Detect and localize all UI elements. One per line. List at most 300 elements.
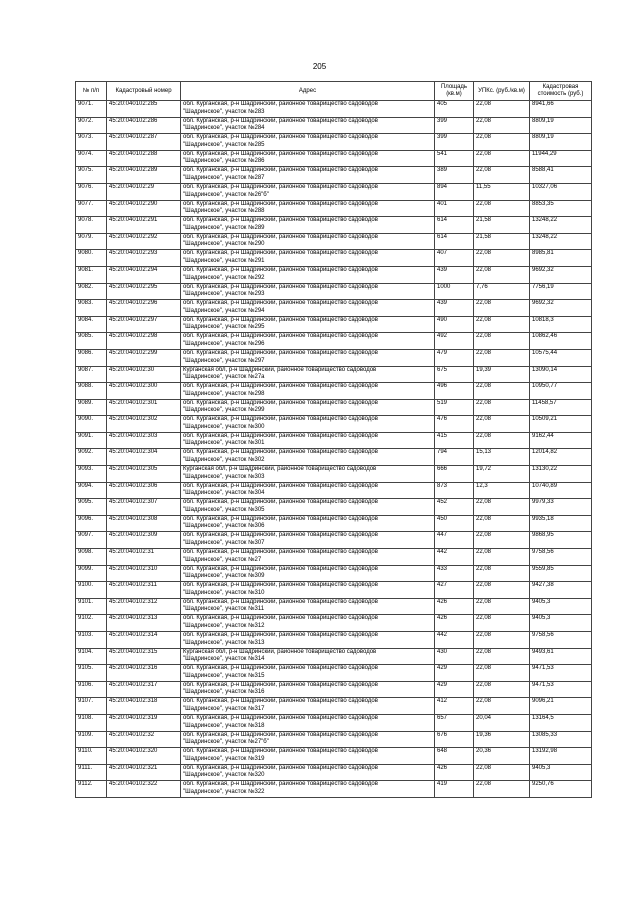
- address-line-1: обл. Курганская, р-н Шадринский, районное товарищество садоводов: [183, 665, 378, 672]
- cell-address: [181, 366, 435, 383]
- address-line-2: "Шадринское", участок №300: [183, 423, 265, 430]
- cell-cadastral-number: 45:20:040102:293: [107, 250, 181, 267]
- table-row: [76, 233, 592, 250]
- cell-index: 9082.: [76, 283, 107, 300]
- cell-area: 415: [435, 432, 474, 449]
- address-line-1: обл. Курганская, р-н Шадринский, районное товарищество садоводов: [183, 598, 378, 605]
- address-line-2: "Шадринское", участок №288: [183, 208, 265, 215]
- cell-cadastral-value: 9868,95: [530, 532, 592, 549]
- cell-index: 9112.: [76, 781, 107, 798]
- cell-cadastral-number: 45:20:040102:312: [107, 598, 181, 615]
- cell-index: 9089.: [76, 399, 107, 416]
- address-line-2: "Шадринское", участок №298: [183, 390, 265, 397]
- cell-cadastral-number: 45:20:040102:315: [107, 648, 181, 665]
- cell-cadastral-number: 45:20:040102:285: [107, 101, 181, 118]
- cell-address: [181, 648, 435, 665]
- address-line-2: "Шадринское", участок №304: [183, 490, 265, 497]
- cell-index: 9100.: [76, 582, 107, 599]
- cell-index: 9091.: [76, 432, 107, 449]
- cell-address: [181, 482, 435, 499]
- cell-index: 9080.: [76, 250, 107, 267]
- cell-index: 9090.: [76, 416, 107, 433]
- cell-area: 450: [435, 515, 474, 532]
- cell-cadastral-value: 9405,3: [530, 764, 592, 781]
- address-line-1: обл. Курганская, р-н Шадринский, районное товарищество садоводов: [183, 499, 378, 506]
- cell-upks: 22,08: [474, 648, 530, 665]
- address-line-2: "Шадринское", участок №302: [183, 457, 265, 464]
- cell-address: [181, 681, 435, 698]
- cell-cadastral-value: 9405,3: [530, 598, 592, 615]
- cell-address: [181, 466, 435, 483]
- address-line-1: обл. Курганская, р-н Шадринский, районное товарищество садоводов: [183, 333, 378, 340]
- cell-address: [181, 183, 435, 200]
- cell-cadastral-number: 45:20:040102:286: [107, 117, 181, 134]
- cell-cadastral-number: 45:20:040102:297: [107, 316, 181, 333]
- cell-address: [181, 134, 435, 151]
- address-line-2: "Шадринское", участок №295: [183, 324, 265, 331]
- cell-area: 496: [435, 383, 474, 400]
- cell-cadastral-value: 11944,29: [530, 150, 592, 167]
- table-row: [76, 515, 592, 532]
- cell-cadastral-number: 45:20:040102:299: [107, 349, 181, 366]
- cell-area: 675: [435, 366, 474, 383]
- address-line-1: Курганская обл, р-н Шадринский, районное товарищество садоводов: [183, 648, 377, 655]
- cell-cadastral-number: 45:20:040102:305: [107, 466, 181, 483]
- address-line-2: "Шадринское", участок №311: [183, 606, 265, 613]
- cell-index: 9071.: [76, 101, 107, 118]
- cell-index: 9073.: [76, 134, 107, 151]
- cell-area: 492: [435, 333, 474, 350]
- cell-upks: 22,08: [474, 101, 530, 118]
- table-header-row: [76, 82, 592, 101]
- cell-address: [181, 714, 435, 731]
- cell-cadastral-number: 45:20:040102:319: [107, 714, 181, 731]
- cell-upks: 19,39: [474, 366, 530, 383]
- cell-upks: 22,08: [474, 532, 530, 549]
- table-row: [76, 266, 592, 283]
- address-line-2: "Шадринское", участок №299: [183, 407, 265, 414]
- cell-area: 452: [435, 499, 474, 516]
- cell-cadastral-number: 45:20:040102:302: [107, 416, 181, 433]
- table-row: [76, 648, 592, 665]
- cell-upks: 22,08: [474, 150, 530, 167]
- address-line-1: обл. Курганская, р-н Шадринский, районное товарищество садоводов: [183, 399, 378, 406]
- table-row: [76, 366, 592, 383]
- cell-index: 9075.: [76, 167, 107, 184]
- cell-upks: 22,08: [474, 432, 530, 449]
- table-row: [76, 316, 592, 333]
- cell-upks: 20,36: [474, 748, 530, 765]
- cell-upks: 22,08: [474, 349, 530, 366]
- cell-upks: 22,08: [474, 167, 530, 184]
- address-line-2: "Шадринское", участок №316: [183, 689, 265, 696]
- address-line-2: "Шадринское", участок №322: [183, 788, 265, 795]
- table-row: [76, 532, 592, 549]
- cell-cadastral-number: 45:20:040102:318: [107, 698, 181, 715]
- address-line-2: "Шадринское", участок №312: [183, 623, 265, 629]
- cell-index: 9077.: [76, 200, 107, 217]
- cell-area: 389: [435, 167, 474, 184]
- cell-cadastral-number: 45:20:040102:292: [107, 233, 181, 250]
- cell-upks: 19,36: [474, 731, 530, 748]
- address-line-1: обл. Курганская, р-н Шадринский, районное товарищество садоводов: [183, 117, 378, 124]
- cell-cadastral-value: 9692,32: [530, 300, 592, 317]
- cell-index: 9101.: [76, 598, 107, 615]
- cell-cadastral-number: 45:20:040102:289: [107, 167, 181, 184]
- table-row: [76, 582, 592, 599]
- address-line-1: обл. Курганская, р-н Шадринский, районное товарищество садоводов: [183, 416, 378, 423]
- cell-area: 614: [435, 233, 474, 250]
- cell-area: 407: [435, 250, 474, 267]
- table-row: [76, 731, 592, 748]
- address-line-1: обл. Курганская, р-н Шадринский, районное товарищество садоводов: [183, 632, 378, 638]
- cell-address: [181, 665, 435, 682]
- cell-cadastral-value: 13085,33: [530, 731, 592, 748]
- address-line-1: обл. Курганская, р-н Шадринский, районное товарищество садоводов: [183, 731, 378, 738]
- cell-upks: 22,08: [474, 665, 530, 682]
- cell-cadastral-number: 45:20:040102:311: [107, 582, 181, 599]
- cell-address: [181, 383, 435, 400]
- cell-cadastral-value: 9559,85: [530, 565, 592, 582]
- table-row: [76, 449, 592, 466]
- cell-cadastral-number: 45:20:040102:296: [107, 300, 181, 317]
- address-line-2: "Шадринское", участок №320: [183, 772, 265, 779]
- cell-cadastral-value: 13248,22: [530, 233, 592, 250]
- cell-cadastral-number: 45:20:040102:313: [107, 615, 181, 632]
- cell-cadastral-number: 45:20:040102:316: [107, 665, 181, 682]
- cell-index: 9088.: [76, 383, 107, 400]
- cell-index: 9085.: [76, 333, 107, 350]
- table-row: [76, 283, 592, 300]
- cell-area: 399: [435, 117, 474, 134]
- address-line-1: обл. Курганская, р-н Шадринский, районное товарищество садоводов: [183, 449, 378, 456]
- cell-cadastral-number: 45:20:040102:304: [107, 449, 181, 466]
- cell-index: 9095.: [76, 499, 107, 516]
- cell-address: [181, 499, 435, 516]
- cell-index: 9097.: [76, 532, 107, 549]
- cell-index: 9105.: [76, 665, 107, 682]
- cell-area: 433: [435, 565, 474, 582]
- address-line-1: обл. Курганская, р-н Шадринский, районное товарищество садоводов: [183, 283, 378, 290]
- cell-cadastral-number: 45:20:040102:320: [107, 748, 181, 765]
- cell-index: 9078.: [76, 217, 107, 234]
- cell-upks: 19,72: [474, 466, 530, 483]
- cell-area: 541: [435, 150, 474, 167]
- address-line-2: "Шадринское", участок №283: [183, 108, 265, 115]
- cell-cadastral-number: 45:20:040102:290: [107, 200, 181, 217]
- cell-cadastral-value: 9692,32: [530, 266, 592, 283]
- cell-cadastral-number: 45:20:040102:287: [107, 134, 181, 151]
- cell-address: [181, 101, 435, 118]
- address-line-1: обл. Курганская, р-н Шадринский, районное товарищество садоводов: [183, 482, 378, 489]
- table-row: [76, 632, 592, 649]
- cell-cadastral-number: 45:20:040102:308: [107, 515, 181, 532]
- address-line-1: обл. Курганская, р-н Шадринский, районное товарищество садоводов: [183, 515, 378, 522]
- table-row: [76, 134, 592, 151]
- address-line-1: обл. Курганская, р-н Шадринский, районное товарищество садоводов: [183, 748, 378, 755]
- cell-cadastral-value: 9096,21: [530, 698, 592, 715]
- address-line-1: обл. Курганская, р-н Шадринский, районное товарищество садоводов: [183, 167, 378, 174]
- cell-cadastral-number: 45:20:040102:306: [107, 482, 181, 499]
- header-cadastral-number: Кадастровый номер: [107, 82, 181, 101]
- cell-cadastral-value: 9471,53: [530, 665, 592, 682]
- cell-upks: 21,58: [474, 217, 530, 234]
- cell-cadastral-value: 9405,3: [530, 615, 592, 632]
- cell-cadastral-value: 13130,22: [530, 466, 592, 483]
- address-line-1: обл. Курганская, р-н Шадринский, районное товарищество садоводов: [183, 582, 378, 589]
- cell-address: [181, 515, 435, 532]
- address-line-2: "Шадринское", участок №26"б": [183, 191, 269, 198]
- page-number: 205: [312, 62, 327, 71]
- cell-upks: 22,08: [474, 383, 530, 400]
- cell-address: [181, 349, 435, 366]
- cell-address: [181, 532, 435, 549]
- cell-upks: 7,76: [474, 283, 530, 300]
- cell-cadastral-value: 8941,66: [530, 101, 592, 118]
- cell-cadastral-number: 45:20:040102:307: [107, 499, 181, 516]
- cell-address: [181, 432, 435, 449]
- address-line-1: обл. Курганская, р-н Шадринский, районное товарищество садоводов: [183, 615, 378, 622]
- cell-address: [181, 731, 435, 748]
- cell-address: [181, 167, 435, 184]
- cell-cadastral-number: 45:20:040102:31: [107, 549, 181, 566]
- table-row: [76, 217, 592, 234]
- cell-cadastral-number: 45:20:040102:303: [107, 432, 181, 449]
- table-row: [76, 615, 592, 632]
- cell-address: [181, 217, 435, 234]
- address-line-2: "Шадринское", участок №289: [183, 224, 265, 231]
- table-row: [76, 200, 592, 217]
- address-line-1: обл. Курганская, р-н Шадринский, районное товарищество садоводов: [183, 250, 378, 257]
- cell-index: 9099.: [76, 565, 107, 582]
- address-line-2: "Шадринское", участок №27: [183, 556, 262, 563]
- table-row: [76, 665, 592, 682]
- cell-area: 439: [435, 300, 474, 317]
- cell-cadastral-value: 9162,44: [530, 432, 592, 449]
- address-line-2: "Шадринское", участок №315: [183, 672, 265, 679]
- address-line-1: обл. Курганская, р-н Шадринский, районное товарищество садоводов: [183, 781, 378, 788]
- cell-cadastral-value: 10740,89: [530, 482, 592, 499]
- cell-upks: 22,08: [474, 781, 530, 798]
- cell-area: 429: [435, 681, 474, 698]
- cell-index: 9076.: [76, 183, 107, 200]
- address-line-1: обл. Курганская, р-н Шадринский, районное товарищество садоводов: [183, 565, 378, 572]
- cell-cadastral-value: 11458,57: [530, 399, 592, 416]
- cell-area: 426: [435, 615, 474, 632]
- address-line-1: обл. Курганская, р-н Шадринский, районное товарищество садоводов: [183, 432, 378, 439]
- address-line-1: обл. Курганская, р-н Шадринский, районное товарищество садоводов: [183, 266, 378, 273]
- table-row: [76, 250, 592, 267]
- address-line-2: "Шадринское", участок №285: [183, 141, 265, 148]
- cell-area: 399: [435, 134, 474, 151]
- cell-index: 9096.: [76, 515, 107, 532]
- cell-area: 442: [435, 632, 474, 649]
- cell-address: [181, 117, 435, 134]
- cell-address: [181, 632, 435, 649]
- cell-upks: 22,08: [474, 266, 530, 283]
- cell-upks: 22,08: [474, 399, 530, 416]
- address-line-1: обл. Курганская, р-н Шадринский, районное товарищество садоводов: [183, 349, 378, 356]
- table-row: [76, 466, 592, 483]
- cell-index: 9083.: [76, 300, 107, 317]
- header-upks: УПКс. (руб./кв.м): [474, 82, 530, 101]
- cell-upks: 22,08: [474, 250, 530, 267]
- address-line-1: обл. Курганская, р-н Шадринский, районное товарищество садоводов: [183, 532, 378, 539]
- cell-index: 9093.: [76, 466, 107, 483]
- cell-address: [181, 150, 435, 167]
- cell-area: 447: [435, 532, 474, 549]
- cell-cadastral-value: 13192,98: [530, 748, 592, 765]
- cell-index: 9106.: [76, 681, 107, 698]
- cell-area: 614: [435, 217, 474, 234]
- cell-index: 9087.: [76, 366, 107, 383]
- cell-cadastral-number: 45:20:040102:310: [107, 565, 181, 582]
- address-line-2: "Шадринское", участок №287: [183, 174, 265, 181]
- cell-cadastral-value: 13248,22: [530, 217, 592, 234]
- address-line-1: Курганская обл, р-н Шадринский, районное товарищество садоводов: [183, 366, 377, 373]
- address-line-2: "Шадринское", участок №318: [183, 722, 265, 729]
- address-line-2: "Шадринское", участок №303: [183, 473, 265, 480]
- cell-upks: 21,58: [474, 233, 530, 250]
- cell-area: 479: [435, 349, 474, 366]
- cell-cadastral-value: 10327,06: [530, 183, 592, 200]
- cell-upks: 22,08: [474, 416, 530, 433]
- cell-upks: 22,08: [474, 134, 530, 151]
- cell-cadastral-value: 10862,46: [530, 333, 592, 350]
- cell-upks: 22,08: [474, 300, 530, 317]
- cell-address: [181, 316, 435, 333]
- table-row: [76, 117, 592, 134]
- cell-address: [181, 698, 435, 715]
- cell-cadastral-value: 13090,14: [530, 366, 592, 383]
- cell-upks: 22,08: [474, 598, 530, 615]
- table-row: [76, 482, 592, 499]
- cell-index: 9081.: [76, 266, 107, 283]
- cell-area: 427: [435, 582, 474, 599]
- address-line-2: "Шадринское", участок №284: [183, 125, 265, 132]
- address-line-1: обл. Курганская, р-н Шадринский, районное товарищество садоводов: [183, 714, 378, 721]
- cell-cadastral-value: 9979,33: [530, 499, 592, 516]
- cell-cadastral-value: 9427,38: [530, 582, 592, 599]
- cell-cadastral-number: 45:20:040102:288: [107, 150, 181, 167]
- address-line-2: "Шадринское", участок №293: [183, 291, 265, 298]
- cell-area: 676: [435, 731, 474, 748]
- cell-cadastral-number: 45:20:040102:309: [107, 532, 181, 549]
- cell-upks: 20,04: [474, 714, 530, 731]
- cell-upks: 22,08: [474, 316, 530, 333]
- cell-cadastral-number: 45:20:040102:298: [107, 333, 181, 350]
- cell-area: 412: [435, 698, 474, 715]
- cell-cadastral-value: 9250,76: [530, 781, 592, 798]
- cell-cadastral-value: 8588,41: [530, 167, 592, 184]
- cell-area: 442: [435, 549, 474, 566]
- address-line-2: "Шадринское", участок №309: [183, 573, 265, 580]
- cell-cadastral-value: 10818,3: [530, 316, 592, 333]
- header-address: Адрес: [181, 82, 435, 101]
- cell-area: 476: [435, 416, 474, 433]
- cell-address: [181, 598, 435, 615]
- table-row: [76, 681, 592, 698]
- cell-cadastral-number: 45:20:040102:301: [107, 399, 181, 416]
- table-row: [76, 781, 592, 798]
- address-line-1: обл. Курганская, р-н Шадринский, районное товарищество садоводов: [183, 233, 378, 240]
- cell-cadastral-value: 9471,53: [530, 681, 592, 698]
- table-row: [76, 333, 592, 350]
- table-row: [76, 432, 592, 449]
- address-line-1: обл. Курганская, р-н Шадринский, районное товарищество садоводов: [183, 316, 378, 323]
- address-line-2: "Шадринское", участок №310: [183, 589, 265, 596]
- table-row: [76, 399, 592, 416]
- address-line-1: обл. Курганская, р-н Шадринский, районное товарищество садоводов: [183, 217, 378, 224]
- cell-area: 439: [435, 266, 474, 283]
- cell-area: 648: [435, 748, 474, 765]
- address-line-2: "Шадринское", участок №305: [183, 506, 265, 513]
- cell-area: 405: [435, 101, 474, 118]
- table-row: [76, 714, 592, 731]
- cell-cadastral-value: 10950,77: [530, 383, 592, 400]
- table-row: [76, 598, 592, 615]
- cell-upks: 22,08: [474, 632, 530, 649]
- cell-address: [181, 283, 435, 300]
- cell-cadastral-number: 45:20:040102:295: [107, 283, 181, 300]
- address-line-2: "Шадринское", участок №297: [183, 357, 265, 364]
- cell-upks: 22,08: [474, 681, 530, 698]
- cell-index: 9092.: [76, 449, 107, 466]
- header-cadastral-value: Кадастровая стоимость (руб.): [530, 82, 592, 101]
- cell-address: [181, 300, 435, 317]
- cell-address: [181, 250, 435, 267]
- table-row: [76, 150, 592, 167]
- address-line-1: обл. Курганская, р-н Шадринский, районное товарищество садоводов: [183, 101, 378, 107]
- cell-cadastral-number: 45:20:040102:29: [107, 183, 181, 200]
- cell-address: [181, 582, 435, 599]
- cell-cadastral-number: 45:20:040102:321: [107, 764, 181, 781]
- cell-address: [181, 333, 435, 350]
- address-line-1: обл. Курганская, р-н Шадринский, районное товарищество садоводов: [183, 300, 378, 307]
- address-line-2: "Шадринское", участок №27а: [183, 374, 265, 381]
- cell-address: [181, 615, 435, 632]
- cell-address: [181, 449, 435, 466]
- table-row: [76, 300, 592, 317]
- address-line-2: "Шадринское", участок №291: [183, 257, 265, 264]
- cell-upks: 22,08: [474, 333, 530, 350]
- cell-index: 9079.: [76, 233, 107, 250]
- table-body: [76, 101, 592, 798]
- address-line-1: обл. Курганская, р-н Шадринский, районное товарищество садоводов: [183, 200, 378, 207]
- cell-area: 794: [435, 449, 474, 466]
- cell-index: 9110.: [76, 748, 107, 765]
- cell-address: [181, 565, 435, 582]
- address-line-1: обл. Курганская, р-н Шадринский, районное товарищество садоводов: [183, 383, 378, 390]
- cell-cadastral-value: 9935,18: [530, 515, 592, 532]
- cell-cadastral-value: 8809,19: [530, 134, 592, 151]
- cell-index: 9094.: [76, 482, 107, 499]
- address-line-2: "Шадринское", участок №319: [183, 755, 265, 762]
- address-line-2: "Шадринское", участок №307: [183, 540, 265, 547]
- cell-cadastral-value: 12014,82: [530, 449, 592, 466]
- address-line-2: "Шадринское", участок №294: [183, 307, 265, 314]
- cell-area: 419: [435, 781, 474, 798]
- cell-cadastral-number: 45:20:040102:30: [107, 366, 181, 383]
- cell-area: 430: [435, 648, 474, 665]
- address-line-1: обл. Курганская, р-н Шадринский, районное товарищество садоводов: [183, 549, 378, 556]
- cell-upks: 12,3: [474, 482, 530, 499]
- cell-index: 9072.: [76, 117, 107, 134]
- cell-address: [181, 549, 435, 566]
- table-row: [76, 698, 592, 715]
- cell-cadastral-number: 45:20:040102:294: [107, 266, 181, 283]
- cell-cadastral-number: 45:20:040102:317: [107, 681, 181, 698]
